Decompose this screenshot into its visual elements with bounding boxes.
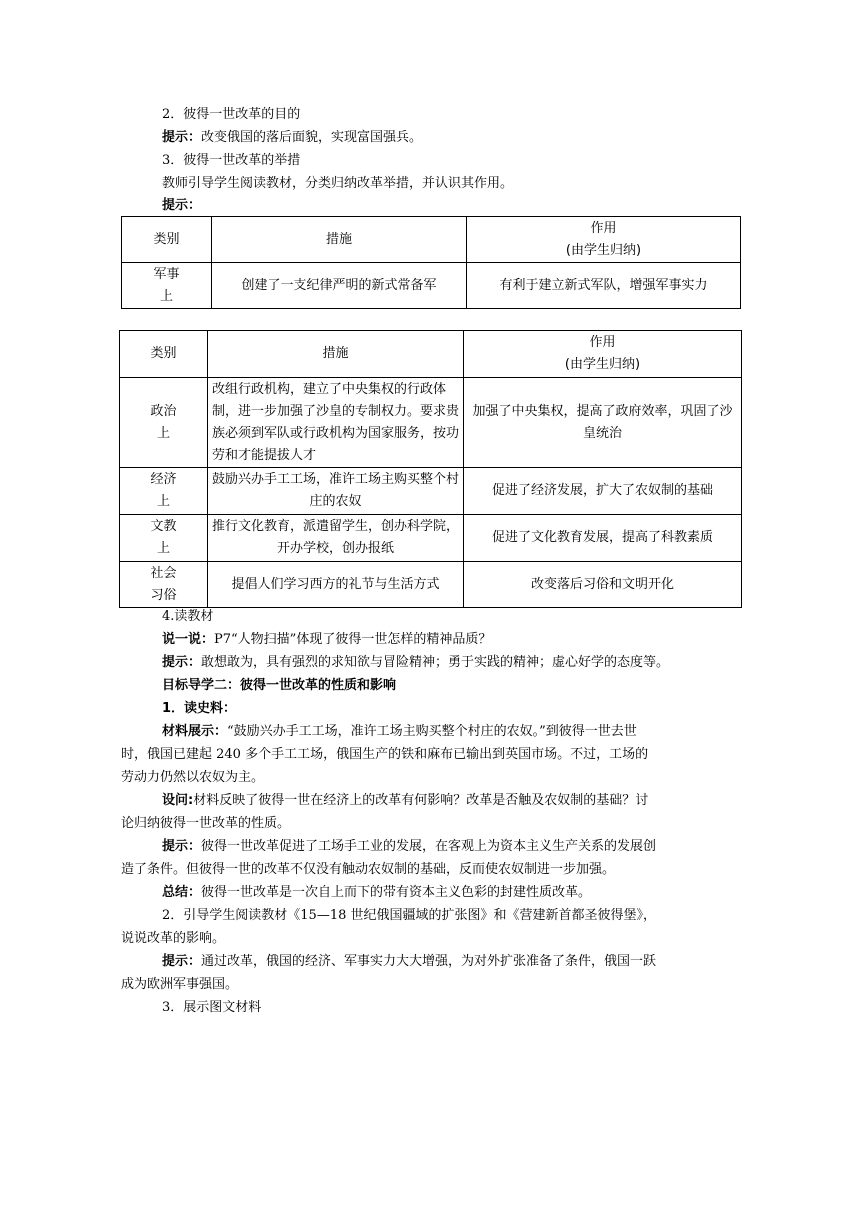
row-category: 军事 上 bbox=[122, 263, 212, 309]
discussion-label: 说一说： bbox=[162, 632, 215, 647]
section-read-sources: 1．读史料： bbox=[162, 701, 237, 716]
paragraph-nature-hint bbox=[162, 836, 656, 858]
summary-text: 彼得一世改革是一次自上而下的带有资本主义色彩的封建性质改革。 bbox=[201, 885, 592, 900]
row-effect: 有利于建立新式军队，增强军事实力 bbox=[467, 263, 741, 309]
row-effect: 加强了中央集权，提高了政府效率，巩固了沙皇统治 bbox=[464, 378, 742, 468]
row-measure: 提倡人们学习西方的礼节与生活方式 bbox=[208, 562, 464, 608]
row-effect: 促进了经济发展，扩大了农奴制的基础 bbox=[464, 468, 742, 515]
table-row bbox=[122, 263, 741, 309]
paragraph-discussion bbox=[162, 629, 491, 651]
hint-text: 敢想敢为，具有强烈的求知欲与冒险精神；勇于实践的精神；虚心好学的态度等。 bbox=[201, 655, 670, 670]
hint-text: 彼得一世改革促进了工场手工业的发展，在客观上为资本主义生产关系的发展创 bbox=[201, 839, 657, 854]
header-effect: 作用 (由学生归纳) bbox=[467, 217, 741, 263]
header-measure: 措施 bbox=[208, 331, 464, 378]
row-measure: 改组行政机构，建立了中央集权的行政体制，进一步加强了沙皇的专制权力。要求贵族必须到军队或行政机构为国家服务，按功劳和才能提拔人才 bbox=[208, 378, 464, 468]
paragraph-measures-heading: 3．彼得一世改革的举措 bbox=[162, 153, 301, 168]
hint-label: 提示： bbox=[162, 655, 202, 670]
hint-text: 改变俄国的落后面貌，实现富国强兵。 bbox=[201, 130, 423, 145]
row-category: 政治 上 bbox=[120, 378, 208, 468]
paragraph-influence-hint-line2: 成为欧洲军事强国。 bbox=[121, 977, 239, 992]
header-effect: 作用 (由学生归纳) bbox=[464, 331, 742, 378]
paragraph-show-materials: 3．展示图文材料 bbox=[162, 1000, 262, 1015]
paragraph-purpose-heading: 2．彼得一世改革的目的 bbox=[162, 107, 301, 122]
summary-label: 总结： bbox=[162, 885, 202, 900]
paragraph-teacher-guide: 教师引导学生阅读教材，分类归纳改革举措，并认识其作用。 bbox=[162, 176, 514, 191]
paragraph-spirit-hint bbox=[162, 652, 669, 674]
section-read-textbook: 4.读教材 bbox=[162, 609, 214, 624]
table-header-row bbox=[120, 331, 742, 378]
material-label: 材料展示： bbox=[162, 724, 228, 739]
header-measure: 措施 bbox=[212, 217, 467, 263]
hint-label: 提示： bbox=[162, 954, 202, 969]
paragraph-material bbox=[162, 721, 637, 743]
row-measure: 鼓励兴办手工工场，准许工场主购买整个村庄的农奴 bbox=[208, 468, 464, 515]
row-measure: 推行文化教育，派遣留学生，创办科学院，开办学校，创办报纸 bbox=[208, 515, 464, 562]
measures-table-main bbox=[119, 330, 742, 608]
paragraph-purpose-hint bbox=[162, 127, 422, 149]
question-text: 材料反映了彼得一世在经济上的改革有何影响？改革是否触及农奴制的基础？讨 bbox=[193, 793, 649, 808]
hint-label: 提示： bbox=[162, 130, 202, 145]
section-goal-two-title: 目标导学二：彼得一世改革的性质和影响 bbox=[162, 678, 397, 693]
table-row bbox=[120, 562, 742, 608]
paragraph-question bbox=[162, 790, 648, 812]
paragraph-question-line2: 论归纳彼得一世改革的性质。 bbox=[121, 816, 291, 831]
discussion-text: P7“人物扫描”体现了彼得一世怎样的精神品质？ bbox=[214, 632, 492, 647]
table-row bbox=[120, 515, 742, 562]
paragraph-guide-reading: 2．引导学生阅读教材《15—18 世纪俄国疆域的扩张图》和《营建新首都圣彼得堡》， bbox=[162, 908, 656, 923]
table-row bbox=[120, 378, 742, 468]
paragraph-nature-hint-line2: 造了条件。但彼得一世的改革不仅没有触动农奴制的基础，反而使农奴制进一步加强。 bbox=[121, 862, 616, 877]
hint-text: 通过改革，俄国的经济、军事实力大大增强，为对外扩张准备了条件，俄国一跃 bbox=[201, 954, 657, 969]
material-text: “鼓励兴办手工工场，准许工场主购买整个村庄的农奴。”到彼得一世去世 bbox=[227, 724, 637, 739]
header-category: 类别 bbox=[122, 217, 212, 263]
row-effect: 改变落后习俗和文明开化 bbox=[464, 562, 742, 608]
row-category: 社会 习俗 bbox=[120, 562, 208, 608]
paragraph-material-line2: 时，俄国已建起 240 多个手工工场，俄国生产的铁和麻布已输出到英国市场。不过，工场的 bbox=[121, 747, 649, 762]
row-category: 文教 上 bbox=[120, 515, 208, 562]
table-header-row bbox=[122, 217, 741, 263]
table-row bbox=[120, 468, 742, 515]
hint-label: 提示： bbox=[162, 198, 202, 213]
row-measure: 创建了一支纪律严明的新式常备军 bbox=[212, 263, 467, 309]
paragraph-material-line3: 劳动力仍然以农奴为主。 bbox=[121, 770, 265, 785]
measures-table-military bbox=[121, 216, 741, 309]
paragraph-guide-reading-line2: 说说改革的影响。 bbox=[121, 931, 226, 946]
paragraph-summary bbox=[162, 882, 591, 904]
row-effect: 促进了文化教育发展，提高了科教素质 bbox=[464, 515, 742, 562]
hint-label: 提示： bbox=[162, 839, 202, 854]
paragraph-influence-hint bbox=[162, 951, 656, 973]
row-category: 经济 上 bbox=[120, 468, 208, 515]
question-label: 设问: bbox=[162, 793, 194, 808]
header-category: 类别 bbox=[120, 331, 208, 378]
